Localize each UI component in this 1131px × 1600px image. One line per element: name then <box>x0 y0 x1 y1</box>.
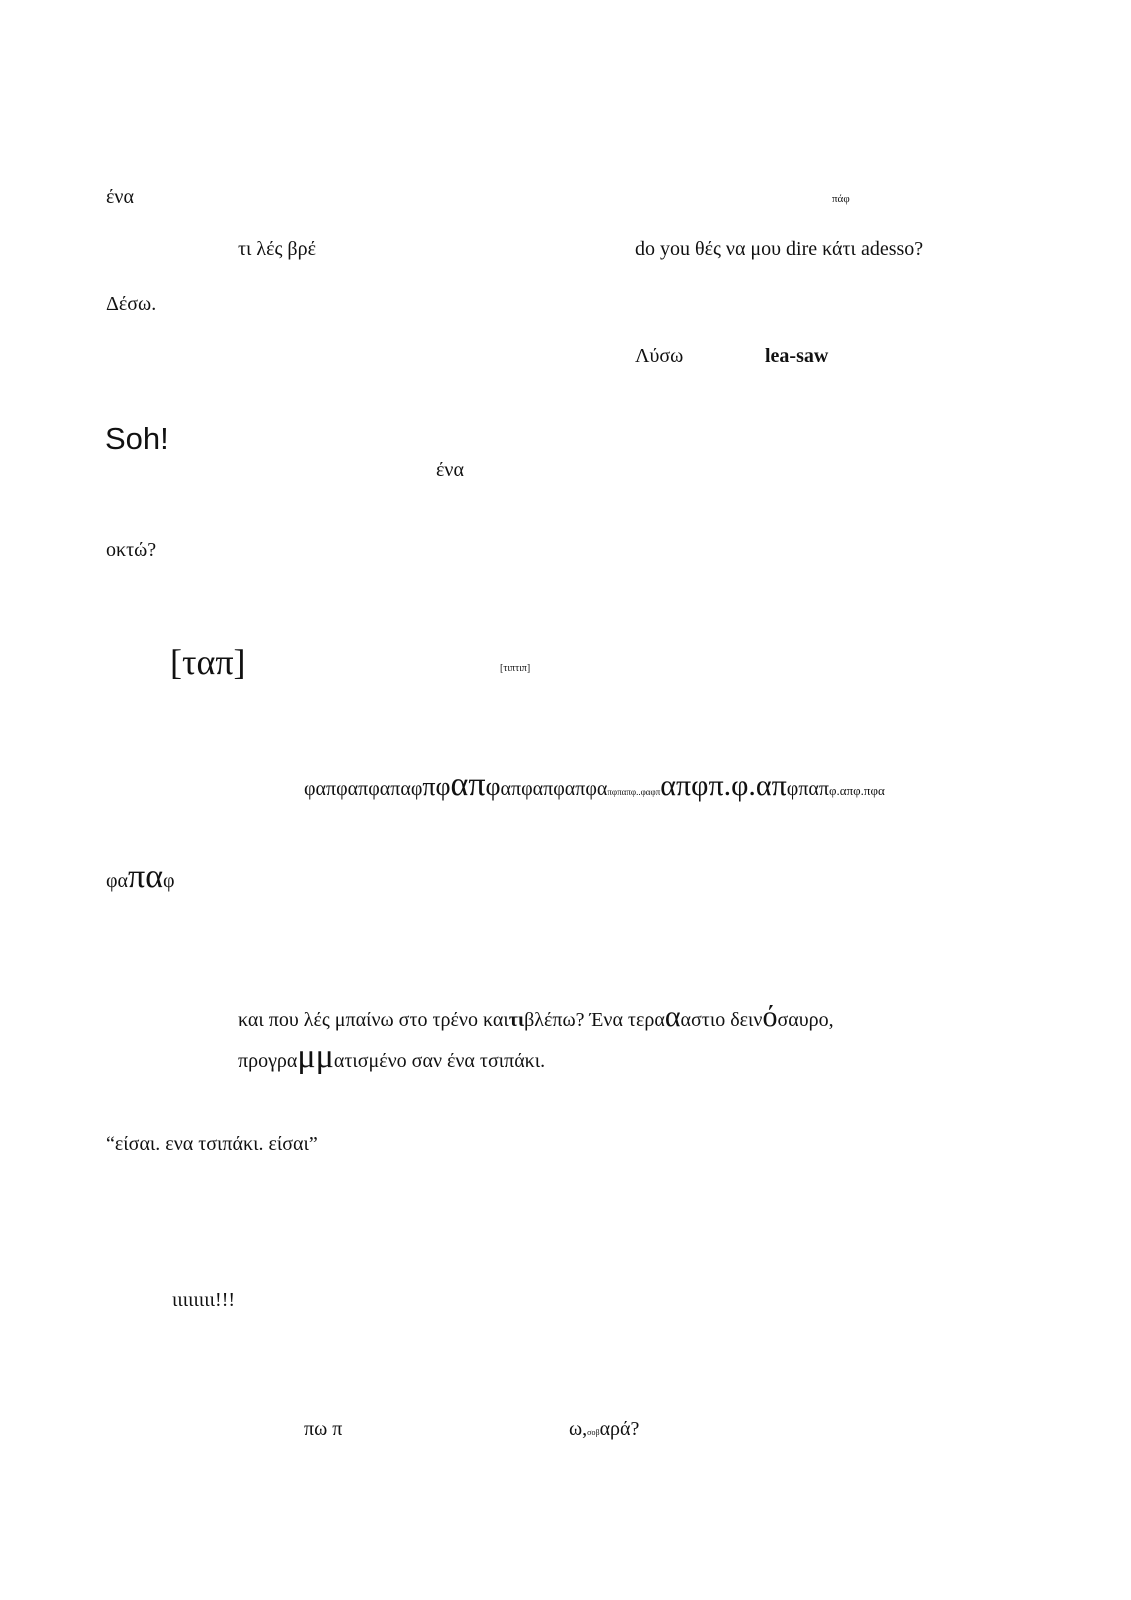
fap-fragment-3: φ <box>485 772 501 801</box>
text-tiptip: [τιπτιπ] <box>500 663 531 674</box>
fapa-fragment-0: φα <box>106 870 129 892</box>
para1-fragment-6: σαυρο, <box>777 1009 834 1031</box>
para1-fragment-4: αστιο δειν <box>680 1009 763 1031</box>
text-lea-saw: lea-saw <box>765 345 829 367</box>
text-o: ω, <box>569 1418 588 1440</box>
fapa-sequence <box>106 860 175 894</box>
text-last-fragment <box>569 1419 639 1439</box>
text-ena: ένα <box>106 186 134 208</box>
paragraph-line-1 <box>238 1002 834 1032</box>
text-deso: Δέσω. <box>106 293 157 315</box>
text-ti-les-vre: τι λές βρέ <box>238 238 316 260</box>
para1-fragment-5: ό <box>762 1000 778 1033</box>
text-iiii: ιιιιιιιι!!! <box>172 1289 236 1311</box>
paragraph-line-2 <box>238 1040 545 1074</box>
para1-fragment-1: τι <box>508 1009 525 1031</box>
text-ara: αρά? <box>599 1418 640 1440</box>
text-lyso: Λύσω <box>635 345 684 367</box>
fap-fragment-5: πφπαπφ..φαφπ <box>607 787 661 797</box>
text-do-you-thes: do you θές να μου dire κάτι adesso? <box>635 238 924 260</box>
text-sov: σοβ <box>587 1428 600 1437</box>
text-tap: [ταπ] <box>170 642 246 682</box>
fap-sequence <box>304 768 885 808</box>
text-ena-2: ένα <box>436 459 464 481</box>
para2-fragment-0: προγρα <box>238 1050 298 1072</box>
text-quote: “είσαι. ενα τσιπάκι. είσαι” <box>106 1133 318 1155</box>
text-soh: Soh! <box>105 421 169 456</box>
fapa-fragment-1: πα <box>128 858 164 895</box>
fap-fragment-7: φπαπ <box>786 778 829 800</box>
fap-fragment-1: πφ <box>422 772 451 801</box>
para2-fragment-1: μμ <box>297 1038 334 1075</box>
para1-fragment-2: βλέπω? Ένα τερα <box>524 1009 665 1031</box>
text-okto: οκτώ? <box>106 539 157 561</box>
fap-fragment-2: απ <box>450 766 486 803</box>
text-po-p: πω π <box>304 1418 343 1440</box>
fapa-fragment-2: φ <box>163 870 175 892</box>
para1-fragment-0: και που λές μπαίνω στο τρένο και <box>238 1009 509 1031</box>
para2-fragment-2: ατισμένο σαν ένα τσιπάκι. <box>333 1050 546 1072</box>
fap-fragment-4: απφαπφαπφα <box>500 778 608 800</box>
text-paf: πάφ <box>832 193 850 205</box>
para1-fragment-3: α <box>664 1000 681 1033</box>
fap-fragment-0: φαπφαπφαπαφ <box>304 778 423 800</box>
fap-fragment-8: φ.απφ.πφα <box>829 783 885 798</box>
fap-fragment-6: απφπ.φ.απ <box>660 769 787 802</box>
